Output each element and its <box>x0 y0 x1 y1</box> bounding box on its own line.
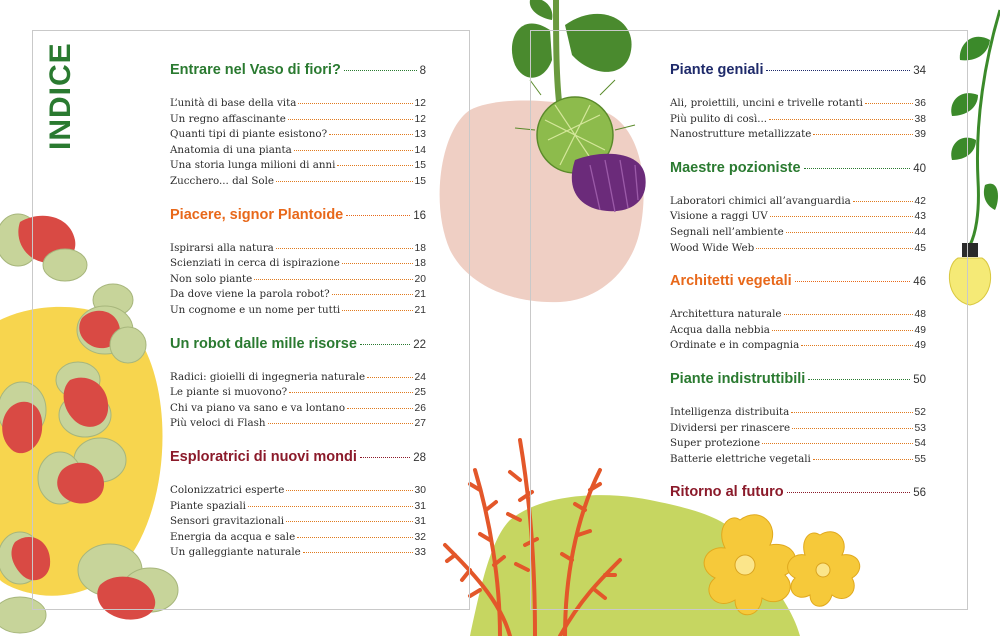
chapter-title: Piacere, signor Plantoide <box>170 206 344 223</box>
entry-page-number: 12 <box>414 98 426 109</box>
chapter-heading-row[interactable] <box>170 336 426 358</box>
entry-title: Architettura naturale <box>670 308 782 321</box>
toc-chapter <box>170 449 426 562</box>
chapter-title: Architetti vegetali <box>670 273 792 290</box>
chapter-title: Piante geniali <box>670 62 764 78</box>
chapter-heading-row[interactable] <box>670 484 926 506</box>
toc-entry[interactable] <box>170 257 426 273</box>
entry-title: Laboratori chimici all’avanguardia <box>670 194 851 207</box>
dot-leader <box>346 215 410 216</box>
chapter-page-number: 28 <box>413 451 426 464</box>
toc-chapter <box>670 160 926 257</box>
entry-page-number: 12 <box>414 113 426 125</box>
dot-leader <box>786 232 913 233</box>
toc-entry[interactable] <box>170 288 426 304</box>
entry-title: Nanostrutture metallizzate <box>670 128 812 141</box>
dot-leader <box>276 181 413 182</box>
chapter-gap <box>670 257 926 273</box>
entry-page-number: 25 <box>414 387 426 399</box>
dot-leader <box>804 168 911 169</box>
chapter-title: Esploratrici di nuovi mondi <box>170 448 357 465</box>
entry-page-number: 31 <box>414 500 426 512</box>
dot-leader <box>360 344 410 345</box>
toc-entry[interactable] <box>170 175 426 191</box>
entry-title: Segnali nell’ambiente <box>670 225 784 238</box>
toc-entry[interactable] <box>670 113 926 129</box>
chapter-title: Entrare nel Vaso di fiori? <box>170 62 341 78</box>
toc-left-column <box>170 62 426 562</box>
entry-title: Radici: gioielli di ingegneria naturale <box>170 370 366 383</box>
chapter-page-number: 56 <box>913 487 926 500</box>
toc-entry[interactable] <box>170 402 426 418</box>
entry-page-number: 44 <box>914 226 926 238</box>
entry-title: Un galleggiante naturale <box>170 546 301 559</box>
entry-page-number: 14 <box>414 144 426 156</box>
entry-title: Sensori gravitazionali <box>170 515 285 528</box>
chapter-page-number: 8 <box>419 65 426 77</box>
toc-entry[interactable] <box>670 195 926 211</box>
entry-page-number: 20 <box>414 273 426 285</box>
entry-page-number: 33 <box>414 547 426 559</box>
dot-leader <box>342 263 413 264</box>
toc-entry[interactable] <box>670 422 926 438</box>
toc-chapter <box>670 371 926 468</box>
entry-title: Quanti tipi di piante esistono? <box>170 128 328 141</box>
entry-list <box>670 195 926 257</box>
dot-leader <box>813 459 913 460</box>
chapter-gap <box>170 433 426 449</box>
page-title: INDICE <box>44 42 77 150</box>
toc-chapter <box>170 207 426 320</box>
dot-leader <box>813 134 912 135</box>
entry-title: Un regno affascinante <box>170 112 286 125</box>
entry-title: Piante spaziali <box>170 499 246 512</box>
entry-page-number: 15 <box>414 175 426 187</box>
entry-page-number: 53 <box>914 422 926 434</box>
entry-list <box>670 97 926 144</box>
toc-chapter <box>670 484 926 506</box>
entry-title: Un cognome e un nome per tutti <box>170 303 341 316</box>
entry-title: Più pulito di così... <box>670 112 768 125</box>
chapter-title: Ritorno al futuro <box>670 484 784 501</box>
dot-leader <box>865 103 913 104</box>
toc-entry[interactable] <box>670 308 926 324</box>
toc-entry[interactable] <box>170 113 426 129</box>
chapter-heading-row[interactable] <box>170 62 426 84</box>
dot-leader <box>367 377 412 378</box>
chapter-page-number: 50 <box>913 373 926 386</box>
entry-list <box>170 97 426 191</box>
dot-leader <box>337 165 412 166</box>
index-heading-container <box>22 40 82 160</box>
toc-entry[interactable] <box>670 97 926 113</box>
entry-title: Intelligenza distribuita <box>670 405 790 418</box>
chapter-title: Maestre pozioniste <box>670 159 801 176</box>
entry-title: Da dove viene la parola robot? <box>170 288 330 301</box>
entry-title: Colonizzatrici esperte <box>170 483 285 496</box>
toc-entry[interactable] <box>670 339 926 355</box>
dot-leader <box>294 150 413 151</box>
toc-entry[interactable] <box>670 242 926 258</box>
toc-entry[interactable] <box>170 531 426 547</box>
chapter-heading-row[interactable] <box>670 62 926 84</box>
toc-entry[interactable] <box>170 97 426 113</box>
toc-entry[interactable] <box>670 437 926 453</box>
entry-page-number: 49 <box>914 324 926 336</box>
dot-leader <box>254 279 412 280</box>
dot-leader <box>268 423 413 424</box>
entry-title: Super protezione <box>670 437 761 450</box>
toc-chapter <box>170 336 426 433</box>
entry-page-number: 48 <box>914 309 926 321</box>
dot-leader <box>360 457 410 458</box>
entry-page-number: 42 <box>914 195 926 207</box>
entry-list <box>670 308 926 355</box>
entry-title: Una storia lunga milioni di anni <box>170 159 336 172</box>
toc-entry[interactable] <box>670 453 926 469</box>
dot-leader <box>332 294 413 295</box>
entry-page-number: 45 <box>914 242 926 254</box>
entry-title: Ordinate e in compagnia <box>670 339 800 352</box>
toc-entry[interactable] <box>170 159 426 175</box>
toc-chapter <box>670 273 926 355</box>
entry-page-number: 15 <box>414 160 426 172</box>
entry-title: Ispirarsi alla natura <box>170 241 274 254</box>
toc-entry[interactable] <box>670 210 926 226</box>
dot-leader <box>784 314 913 315</box>
dot-leader <box>276 248 413 249</box>
dot-leader <box>787 492 911 493</box>
toc-entry[interactable] <box>170 484 426 500</box>
entry-list <box>170 371 426 433</box>
entry-page-number: 52 <box>914 406 926 418</box>
toc-entry[interactable] <box>170 242 426 258</box>
toc-entry[interactable] <box>170 273 426 289</box>
dot-leader <box>772 330 913 331</box>
chapter-page-number: 34 <box>913 65 926 77</box>
entry-title: L’unità di base della vita <box>170 97 297 109</box>
toc-entry[interactable] <box>170 515 426 531</box>
toc-entry[interactable] <box>170 386 426 402</box>
entry-page-number: 24 <box>414 371 426 383</box>
dot-leader <box>770 216 913 217</box>
chapter-heading-row[interactable] <box>670 371 926 393</box>
entry-list <box>170 484 426 562</box>
entry-page-number: 38 <box>914 113 926 125</box>
chapter-title: Piante indistruttibili <box>670 370 806 387</box>
entry-page-number: 30 <box>414 484 426 496</box>
toc-entry[interactable] <box>670 406 926 422</box>
toc-entry[interactable] <box>670 324 926 340</box>
chapter-title: Un robot dalle mille risorse <box>170 335 357 352</box>
entry-title: Non solo piante <box>170 272 253 285</box>
chapter-page-number: 16 <box>413 209 426 222</box>
chapter-page-number: 46 <box>913 276 926 289</box>
toc-chapter <box>170 62 426 191</box>
dot-leader <box>248 506 413 507</box>
dot-leader <box>762 443 912 444</box>
entry-title: Chi va piano va sano e va lontano <box>170 401 346 414</box>
chapter-page-number: 40 <box>913 162 926 175</box>
dot-leader <box>297 537 412 538</box>
dot-leader <box>792 428 912 429</box>
dot-leader <box>347 408 413 409</box>
dot-leader <box>298 103 412 104</box>
dot-leader <box>329 134 412 135</box>
dot-leader <box>791 412 912 413</box>
dot-leader <box>795 281 911 282</box>
entry-page-number: 26 <box>414 402 426 414</box>
entry-title: Zucchero... dal Sole <box>170 174 275 187</box>
dot-leader <box>756 248 912 249</box>
dot-leader <box>801 345 912 346</box>
entry-list <box>170 242 426 320</box>
index-heading-svg <box>22 40 82 160</box>
entry-title: Acqua dalla nebbia <box>670 323 770 336</box>
dot-leader <box>288 119 413 120</box>
entry-title: Energia da acqua e sale <box>170 530 296 543</box>
dot-leader <box>769 119 912 120</box>
dot-leader <box>766 70 910 71</box>
entry-page-number: 55 <box>914 453 926 465</box>
entry-page-number: 32 <box>414 531 426 543</box>
toc-right-column <box>670 62 926 506</box>
chapter-heading-row[interactable] <box>670 273 926 295</box>
entry-page-number: 21 <box>414 289 426 301</box>
entry-title: Dividersi per rinascere <box>670 421 791 434</box>
entry-title: Wood Wide Web <box>670 241 755 254</box>
entry-page-number: 36 <box>914 98 926 109</box>
entry-page-number: 39 <box>914 129 926 141</box>
toc-entry[interactable] <box>670 226 926 242</box>
toc-entry[interactable] <box>670 128 926 144</box>
dot-leader <box>808 379 910 380</box>
chapter-gap <box>670 468 926 484</box>
dot-leader <box>344 70 417 71</box>
entry-list <box>670 406 926 468</box>
chapter-gap <box>170 320 426 336</box>
chapter-gap <box>670 144 926 160</box>
entry-page-number: 18 <box>414 258 426 270</box>
entry-page-number: 54 <box>914 438 926 450</box>
entry-page-number: 27 <box>414 418 426 430</box>
toc-entry[interactable] <box>170 546 426 562</box>
dot-leader <box>286 490 412 491</box>
entry-title: Le piante si muovono? <box>170 386 288 399</box>
entry-title: Più veloci di Flash <box>170 417 266 430</box>
dot-leader <box>303 552 413 553</box>
chapter-heading-row[interactable] <box>670 160 926 182</box>
dot-leader <box>853 201 913 202</box>
entry-title: Batterie elettriche vegetali <box>670 452 811 465</box>
entry-page-number: 31 <box>414 516 426 528</box>
toc-entry[interactable] <box>170 371 426 387</box>
entry-title: Visione a raggi UV <box>670 210 768 223</box>
toc-entry[interactable] <box>170 128 426 144</box>
dot-leader <box>286 521 412 522</box>
entry-page-number: 13 <box>414 129 426 141</box>
entry-title: Anatomia di una pianta <box>170 143 292 156</box>
entry-page-number: 18 <box>414 242 426 254</box>
toc-entry[interactable] <box>170 417 426 433</box>
chapter-gap <box>170 191 426 207</box>
entry-title: Scienziati in cerca di ispirazione <box>170 257 340 270</box>
chapter-page-number: 22 <box>413 338 426 351</box>
entry-page-number: 21 <box>414 304 426 316</box>
toc-chapter <box>670 62 926 144</box>
entry-page-number: 43 <box>914 211 926 223</box>
entry-page-number: 49 <box>914 340 926 352</box>
dot-leader <box>289 392 412 393</box>
toc-entry[interactable] <box>170 500 426 516</box>
chapter-heading-row[interactable] <box>170 207 426 229</box>
entry-title: Ali, proiettili, uncini e trivelle rotanti <box>670 97 863 109</box>
toc-entry[interactable] <box>170 144 426 160</box>
chapter-gap <box>670 355 926 371</box>
dot-leader <box>342 310 412 311</box>
chapter-heading-row[interactable] <box>170 449 426 471</box>
toc-entry[interactable] <box>170 304 426 320</box>
